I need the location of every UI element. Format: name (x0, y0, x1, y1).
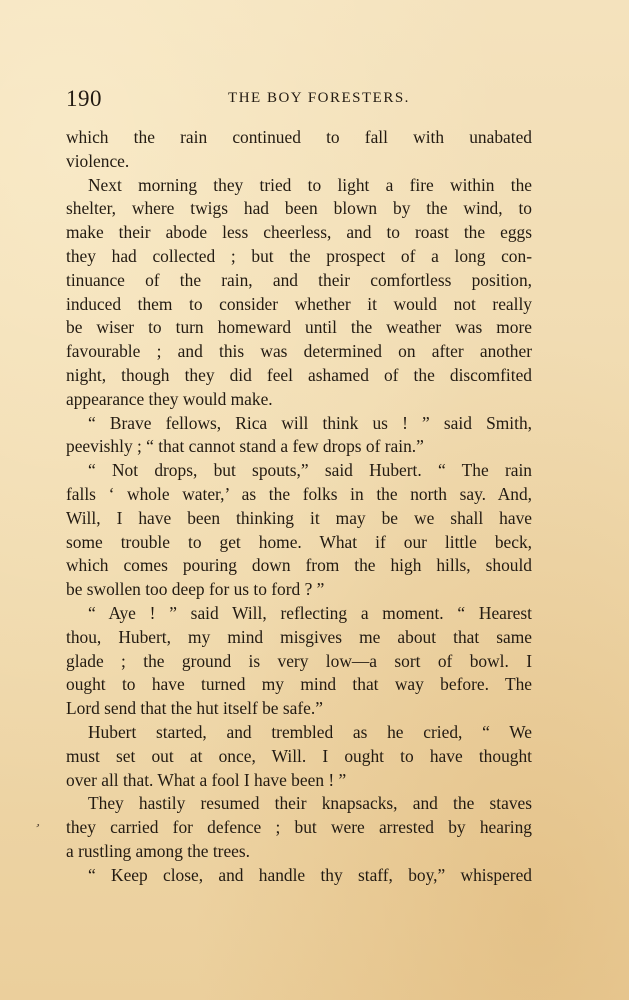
text-line: a rustling among the trees. (66, 840, 251, 861)
page-number: 190 (66, 86, 102, 111)
text-line: some trouble to get home. What if our little beck, (66, 531, 532, 552)
text-line: tinuance of the rain, and their comfortless position, (66, 269, 532, 290)
text-line: violence. (66, 150, 130, 171)
text-line: falls ‘ whole water,’ as the folks in the north say. And, (66, 483, 532, 504)
text-line: be wiser to turn homeward until the weather was more (66, 317, 532, 338)
text-line: Next morning they tried to light a fire within the (88, 174, 532, 195)
text-line: Lord send that the hut itself be safe.” (66, 698, 323, 719)
text-line: which comes pouring down from the high hills, should (66, 555, 532, 576)
text-line: “ Keep close, and handle thy staff, boy,” whispered (88, 864, 532, 885)
text-line: thou, Hubert, my mind misgives me about that same (66, 626, 532, 647)
text-line: “ Aye ! ” said Will, reflecting a moment. “ Hearest (88, 602, 532, 623)
text-line: “ Brave fellows, Rica will think us ! ” said Smith, (88, 412, 532, 433)
text-line: They hastily resumed their knapsacks, and the staves (88, 793, 532, 814)
text-line: favourable ; and this was determined on after another (66, 341, 532, 362)
body-text (66, 126, 532, 888)
text-line: which the rain continued to fall with unabated (66, 127, 532, 147)
text-line: Will, I have been thinking it may be we shall have (66, 507, 532, 528)
text-line: over all that. What a fool I have been ! ” (66, 769, 347, 790)
text-line: Hubert started, and trembled as he cried, “ We (88, 721, 532, 742)
text-line: night, though they did feel ashamed of the discomfited (66, 364, 532, 385)
text-line: they carried for defence ; but were arrested by hearing (66, 817, 532, 838)
text-line: “ Not drops, but spouts,” said Hubert. “ The rain (88, 460, 532, 481)
text-line: ought to have turned my mind that way before. The (66, 674, 532, 695)
text-line: they had collected ; but the prospect of a long con- (66, 245, 532, 266)
text-line: be swollen too deep for us to ford ? ” (66, 579, 325, 600)
running-title: THE BOY FORESTERS. (228, 90, 410, 106)
margin-mark: ʼ (31, 821, 42, 838)
text-line: shelter, where twigs had been blown by the wind, to (66, 198, 532, 219)
text-line: induced them to consider whether it would not really (66, 293, 532, 314)
text-line: must set out at once, Will. I ought to have thought (66, 745, 532, 766)
text-line: glade ; the ground is very low—a sort of bowl. I (66, 650, 532, 671)
page-header (66, 86, 532, 116)
text-line: peevishly ; “ that cannot stand a few drops of rain.” (66, 436, 424, 457)
text-line: make their abode less cheerless, and to roast the eggs (66, 222, 532, 243)
text-line: appearance they would make. (66, 388, 273, 409)
